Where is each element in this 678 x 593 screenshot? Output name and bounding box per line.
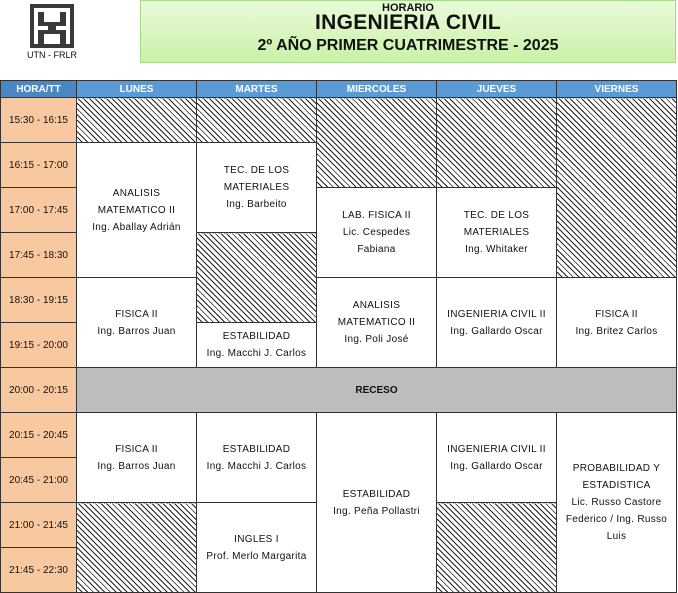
class-miercoles-lab-fisica (317, 188, 437, 278)
teacher-name: Ing. Whitaker (465, 244, 528, 255)
subject-name: FISICA II (115, 308, 158, 320)
hour-cell: 17:00 - 17:45 (1, 188, 77, 233)
hour-cell: 19:15 - 20:00 (1, 323, 77, 368)
subject-name: MATEMATICO II (97, 204, 176, 216)
teacher-name: Ing. Gallardo Oscar (450, 325, 543, 337)
teacher-name: Prof. Merlo Margarita (206, 550, 307, 562)
class-miercoles-estabilidad (317, 413, 437, 593)
recess-bar: RECESO (77, 368, 677, 413)
schedule-table (0, 80, 677, 593)
subject-name: MATERIALES (223, 182, 290, 193)
subject-name: INGLES I (234, 533, 279, 545)
empty-slot (77, 503, 197, 593)
empty-slot (197, 98, 317, 143)
subject-name: ESTABILIDAD (222, 331, 291, 342)
subject-name: FISICA II (115, 443, 158, 455)
utn-logo (20, 2, 84, 64)
class-martes-estabilidad-2 (197, 413, 317, 503)
page-subtitle: 2º AÑO PRIMER CUATRIMESTRE - 2025 (257, 37, 559, 54)
col-header-viernes: VIERNES (557, 81, 677, 98)
class-lunes-analisis (77, 143, 197, 278)
subject-name: LAB. FISICA II (342, 210, 411, 221)
subject-name: FISICA II (595, 308, 638, 320)
subject-name: INGENIERIA CIVIL II (447, 308, 546, 320)
hour-cell: 17:45 - 18:30 (1, 233, 77, 278)
subject-name: MATERIALES (463, 227, 530, 238)
col-header-miercoles: MIERCOLES (317, 81, 437, 98)
empty-slot (557, 98, 677, 278)
col-header-lunes: LUNES (77, 81, 197, 98)
teacher-name: Federico / Ing. Russo (565, 514, 668, 525)
subject-name: INGENIERIA CIVIL II (447, 443, 546, 455)
class-jueves-tec-materiales (437, 188, 557, 278)
hour-cell: 18:30 - 19:15 (1, 278, 77, 323)
class-lunes-fisica (77, 278, 197, 368)
empty-slot (437, 503, 557, 593)
teacher-name: Ing. Aballay Adrián (92, 221, 181, 233)
table-row (1, 368, 677, 413)
subject-name: ESTABILIDAD (222, 443, 291, 455)
subject-name: ESTABILIDAD (342, 488, 411, 500)
schedule-label: HORARIO (382, 2, 434, 14)
subject-name: TEC. DE LOS (463, 210, 530, 221)
teacher-name: Luis (606, 531, 627, 542)
teacher-name: Ing. Poli José (344, 334, 409, 345)
class-jueves-ingenieria-civil (437, 278, 557, 368)
teacher-name: Lic. Russo Castore (571, 497, 662, 508)
teacher-name: Ing. Macchi J. Carlos (206, 348, 307, 359)
hour-cell: 20:00 - 20:15 (1, 368, 77, 413)
teacher-name: Ing. Barros Juan (97, 460, 176, 472)
class-viernes-fisica (557, 278, 677, 368)
hour-cell: 20:15 - 20:45 (1, 413, 77, 458)
col-header-jueves: JUEVES (437, 81, 557, 98)
table-row (1, 98, 677, 143)
teacher-name: Ing. Britez Carlos (575, 325, 658, 337)
empty-slot (437, 98, 557, 188)
teacher-name: Ing. Peña Pollastri (333, 505, 420, 517)
empty-slot (197, 233, 317, 323)
teacher-name: Ing. Barbeito (226, 199, 287, 210)
teacher-name: Ing. Macchi J. Carlos (206, 460, 307, 472)
teacher-name: Fabiana (357, 244, 396, 255)
class-martes-ingles (197, 503, 317, 593)
table-row (1, 278, 677, 323)
subject-name: MATEMATICO II (337, 317, 416, 328)
logo-caption: UTN - FRLR (27, 50, 77, 60)
class-jueves-ingenieria-civil-2 (437, 413, 557, 503)
hour-cell: 20:45 - 21:00 (1, 458, 77, 503)
empty-slot (317, 98, 437, 188)
class-martes-tec-materiales (197, 143, 317, 233)
page-title: INGENIERIA CIVIL (314, 11, 502, 34)
header-row (1, 81, 677, 98)
hour-cell: 16:15 - 17:00 (1, 143, 77, 188)
teacher-name: Ing. Barros Juan (97, 325, 176, 337)
hour-cell: 21:45 - 22:30 (1, 548, 77, 593)
col-header-hour: HORA/TT (1, 81, 77, 98)
title-banner (140, 0, 676, 63)
hour-cell: 15:30 - 16:15 (1, 98, 77, 143)
utn-logo-icon (20, 2, 84, 50)
class-lunes-fisica-2 (77, 413, 197, 503)
table-row (1, 413, 677, 458)
subject-name: ANALISIS (112, 187, 161, 199)
class-viernes-probabilidad (557, 413, 677, 593)
subject-name: TEC. DE LOS (223, 165, 290, 176)
class-miercoles-analisis (317, 278, 437, 368)
subject-name: ESTADISTICA (582, 480, 651, 491)
empty-slot (77, 98, 197, 143)
teacher-name: Ing. Gallardo Oscar (450, 460, 543, 472)
subject-name: PROBABILIDAD Y (572, 463, 661, 474)
teacher-name: Lic. Cespedes (342, 227, 411, 238)
class-martes-estabilidad (197, 323, 317, 368)
subject-name: ANALISIS (352, 300, 401, 311)
col-header-martes: MARTES (197, 81, 317, 98)
hour-cell: 21:00 - 21:45 (1, 503, 77, 548)
